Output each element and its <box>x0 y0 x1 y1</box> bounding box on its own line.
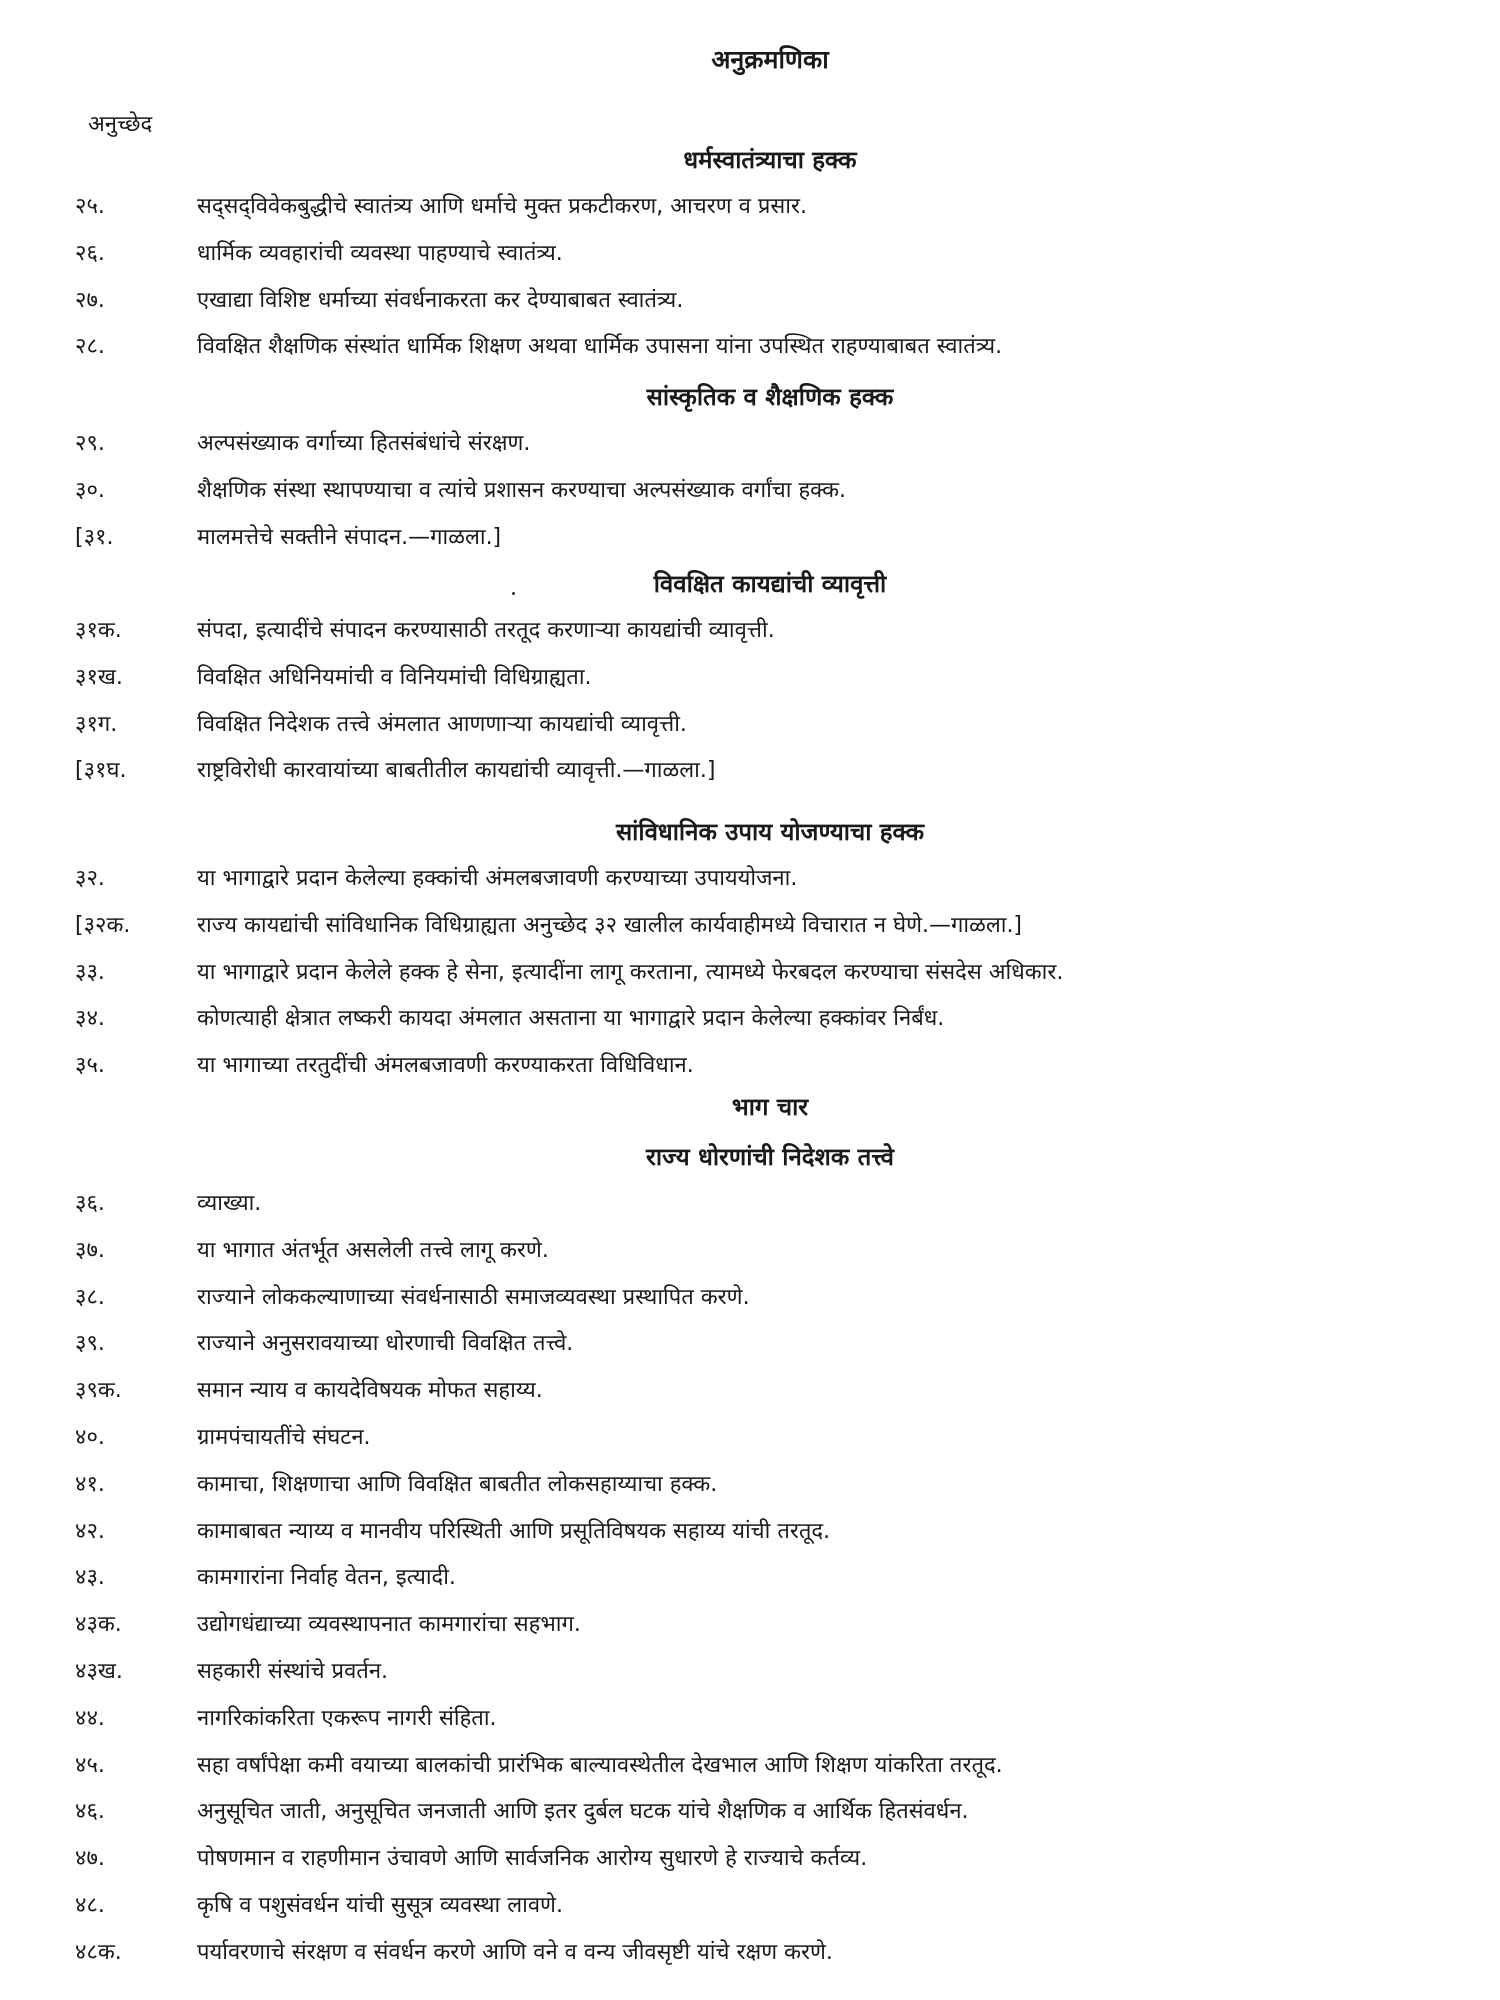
article-number: २५. <box>75 194 105 219</box>
article-number: ४२. <box>75 1518 105 1544</box>
index-entry <box>75 1561 1475 1597</box>
section-heading: सांस्कृतिक व शैक्षणिक हक्क <box>646 383 894 411</box>
article-number: [३२क. <box>75 912 131 938</box>
article-title: कोणत्याही क्षेत्रात लष्करी कायदा अंमलात असताना या भागाद्वारे प्रदान केलेल्या हक्कांवर निर्बंध. <box>197 1006 945 1032</box>
article-title: विवक्षित निदेशक तत्त्वे अंमलात आणणाऱ्या कायद्यांची व्यावृत्ती. <box>197 711 687 737</box>
article-number: ३३. <box>75 959 105 985</box>
article-number: ४७. <box>75 1846 105 1872</box>
article-title: या भागात अंतर्भूत असलेली तत्त्वे लागू करणे. <box>197 1237 549 1263</box>
section-heading: सांविधानिक उपाय योजण्याचा हक्क <box>615 818 925 846</box>
index-entry <box>75 1936 1475 1972</box>
article-number: ४८क. <box>75 1939 122 1965</box>
index-entry <box>75 1234 1475 1270</box>
section-heading: राज्य धोरणांची निदेशक तत्त्वे <box>646 1143 894 1171</box>
section-heading: भाग चार <box>731 1093 809 1121</box>
article-number: ३९क. <box>75 1378 122 1404</box>
index-entry <box>75 190 1475 226</box>
article-title: व्याख्या. <box>197 1191 262 1216</box>
article-title: कामाचा, शिक्षणाचा आणि विवक्षित बाबतीत लोकसहाय्याचा हक्क. <box>197 1471 718 1497</box>
article-title: कृषि व पशुसंवर्धन यांची सुसूत्र व्यवस्था लावणे. <box>197 1893 563 1918</box>
article-number: ४४. <box>75 1705 105 1731</box>
article-number: ४३ख. <box>75 1659 123 1684</box>
article-title: कामाबाबत न्याय्य व मानवीय परिस्थिती आणि प्रसूतिविषयक सहाय्य यांची तरतूद. <box>197 1518 831 1544</box>
article-title: सहकारी संस्थांचे प्रवर्तन. <box>197 1659 389 1684</box>
article-number: ३२. <box>75 866 105 891</box>
index-entry <box>75 1281 1475 1317</box>
article-number: २९. <box>75 431 105 456</box>
index-entry <box>75 1002 1475 1038</box>
index-entry <box>75 1795 1475 1831</box>
index-entry <box>75 862 1475 898</box>
section-heading: धर्मस्वातंत्र्याचा हक्क <box>683 146 857 174</box>
article-number: ३१ग. <box>75 711 118 737</box>
index-entry <box>75 237 1475 273</box>
index-entry <box>75 661 1475 697</box>
article-title: समान न्याय व कायदेविषयक मोफत सहाय्य. <box>197 1378 543 1404</box>
article-number: ३७. <box>75 1237 105 1263</box>
article-number: ४६. <box>75 1799 105 1825</box>
page-title: अनुक्रमणिका <box>711 45 829 74</box>
article-title: संपदा, इत्यादींचे संपादन करण्यासाठी तरतूद करणाऱ्या कायद्यांची व्यावृत्ती. <box>197 618 775 643</box>
index-entry <box>75 1702 1475 1738</box>
article-title: राज्याने अनुसरावयाच्या धोरणाची विवक्षित तत्त्वे. <box>197 1331 574 1357</box>
article-title: अनुसूचित जाती, अनुसूचित जनजाती आणि इतर दुर्बल घटक यांचे शैक्षणिक व आर्थिक हितसंवर्धन. <box>197 1799 969 1825</box>
article-number: ३६. <box>75 1191 105 1216</box>
article-title: कामगारांना निर्वाह वेतन, इत्यादी. <box>197 1565 456 1591</box>
index-entry <box>75 1842 1475 1878</box>
article-title: या भागाद्वारे प्रदान केलेल्या हक्कांची अंमलबजावणी करण्याच्या उपाययोजना. <box>197 866 798 891</box>
index-entry <box>75 754 1475 790</box>
index-entry <box>75 1421 1475 1457</box>
article-number: ३४. <box>75 1006 105 1032</box>
article-title: उद्योगधंद्याच्या व्यवस्थापनात कामगारांचा सहभाग. <box>197 1612 581 1638</box>
article-number: ४८. <box>75 1893 105 1918</box>
article-title: सहा वर्षांपेक्षा कमी वयाच्या बालकांची प्रारंभिक बाल्यावस्थेतील देखभाल आणि शिक्षण यांकरिता तरतूद. <box>197 1752 1003 1778</box>
article-number: ४३क. <box>75 1612 122 1638</box>
article-title: पोषणमान व राहणीमान उंचावणे आणि सार्वजनिक आरोग्य सुधारणे हे राज्याचे कर्तव्य. <box>197 1846 868 1872</box>
article-title: धार्मिक व्यवहारांची व्यवस्था पाहण्याचे स्वातंत्र्य. <box>197 240 563 266</box>
article-title: विवक्षित अधिनियमांची व विनियमांची विधिग्राह्यता. <box>197 664 592 690</box>
article-number: ४१. <box>75 1471 105 1497</box>
index-entry <box>75 1749 1475 1785</box>
article-number: ४५. <box>75 1752 105 1778</box>
index-entry <box>75 1327 1475 1363</box>
index-entry <box>75 708 1475 744</box>
article-title: मालमत्तेचे सक्तीने संपादन.—गाळला.] <box>197 524 502 550</box>
article-title: राष्ट्रविरोधी कारवायांच्या बाबतीतील कायद्यांची व्यावृत्ती.—गाळला.] <box>197 758 716 784</box>
index-entry <box>75 1468 1475 1504</box>
article-number: २८. <box>75 334 105 360</box>
article-number: ३१क. <box>75 618 122 643</box>
article-number: ४०. <box>75 1425 105 1450</box>
article-title: नागरिकांकरिता एकरूप नागरी संहिता. <box>197 1705 497 1731</box>
article-number: ३८. <box>75 1284 105 1310</box>
index-entry <box>75 330 1475 366</box>
article-number: २७. <box>75 287 105 313</box>
article-number: ४३. <box>75 1565 105 1591</box>
index-entry <box>75 1655 1475 1691</box>
article-title: एखाद्या विशिष्ट धर्माच्या संवर्धनाकरता कर देण्याबाबत स्वातंत्र्य. <box>197 287 684 313</box>
index-entry <box>75 1187 1475 1223</box>
article-title: राज्याने लोककल्याणाच्या संवर्धनासाठी समाजव्यवस्था प्रस्थापित करणे. <box>197 1284 750 1310</box>
article-number: ३५. <box>75 1053 105 1079</box>
article-number: ३१ख. <box>75 664 123 690</box>
index-entry <box>75 1374 1475 1410</box>
article-title: शैक्षणिक संस्था स्थापण्याचा व त्यांचे प्रशासन करण्याचा अल्पसंख्याक वर्गांचा हक्क. <box>197 477 847 503</box>
index-entry <box>75 284 1475 320</box>
article-title: या भागाच्या तरतुदींची अंमलबजावणी करण्याकरता विधिविधान. <box>197 1053 694 1079</box>
index-entry <box>75 1608 1475 1644</box>
article-title: अल्पसंख्याक वर्गाच्या हितसंबंधांचे संरक्षण. <box>197 431 531 456</box>
article-number: [३१घ. <box>75 758 127 784</box>
article-number: ३९. <box>75 1331 105 1357</box>
index-entry <box>75 521 1475 557</box>
index-entry <box>75 427 1475 463</box>
article-title: या भागाद्वारे प्रदान केलेले हक्क हे सेना, इत्यादींना लागू करताना, त्यामध्ये फेरबदल करण्याचा संसदेस अधिकार. <box>197 959 1064 985</box>
section-heading: विवक्षित कायद्यांची व्यावृत्ती <box>653 570 887 598</box>
article-number: २६. <box>75 240 105 266</box>
article-title: पर्यावरणाचे संरक्षण व संवर्धन करणे आणि वने व वन्य जीवसृष्टी यांचे रक्षण करणे. <box>197 1939 833 1965</box>
index-entry <box>75 1515 1475 1551</box>
index-entry <box>75 1889 1475 1925</box>
index-entry <box>75 909 1475 945</box>
index-entry <box>75 1049 1475 1085</box>
article-title: ग्रामपंचायतींचे संघटन. <box>197 1425 371 1450</box>
article-number: ३०. <box>75 477 105 503</box>
article-title: राज्य कायद्यांची सांविधानिक विधिग्राह्यता अनुच्छेद ३२ खालील कार्यवाहीमध्ये विचारात न घेणे.—गाळला.] <box>197 912 1023 938</box>
article-number: [३१. <box>75 524 114 550</box>
index-entry <box>75 474 1475 510</box>
article-title: सद्‌सद्‌विवेकबुद्धीचे स्वातंत्र्य आणि धर्माचे मुक्त प्रकटीकरण, आचरण व प्रसार. <box>197 194 807 219</box>
index-entry <box>75 614 1475 650</box>
column-label: अनुच्छेद <box>88 112 153 137</box>
article-title: विवक्षित शैक्षणिक संस्थांत धार्मिक शिक्षण अथवा धार्मिक उपासना यांना उपस्थित राहण्याबाबत स्वातंत्र्य. <box>197 334 1003 360</box>
index-entry <box>75 956 1475 992</box>
